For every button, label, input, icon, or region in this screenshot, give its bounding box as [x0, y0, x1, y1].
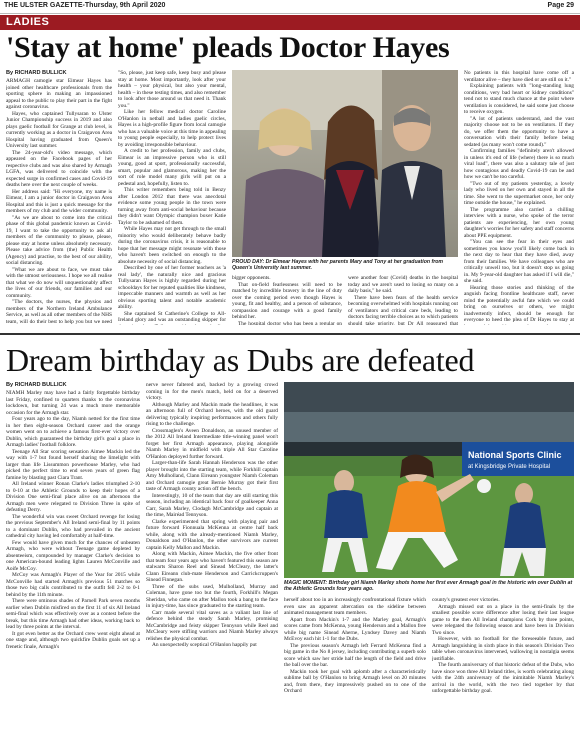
- article-paragraph: Larger-than-life Sarah Hannah Henderson was the other player brought into the starting team, while Forkhill captain Amy Mulholland, Clann Eireann youngster Niamh Coleman and Orchard camogie great Bernie Murray got their first taste of Armagh county action off the bench.: [146, 460, 278, 492]
- story2-column-2: [146, 382, 278, 733]
- article-paragraph: "A lot of patients understand, and the vast majority choose not to be on ventilators. If they do, we offer them the opportunity to have a conversation with their family before being sedated (as many won't come round).": [464, 115, 574, 148]
- story1-headline: 'Stay at home' pleads Doctor Hayes: [6, 31, 450, 64]
- article-paragraph: Hearing those stories and thinking of the anguish facing frontline healthcare staff, never mind the potentially awful fate which we could bring on ourselves or others, we might inadvertently infect, should be enough for everyone to heed the plea of Dr Hayes to stay at: [464, 284, 574, 323]
- story2-column-3: [284, 597, 426, 733]
- article-paragraph: Clarke experimented that spring with playing pair and future forward Fionnuala McKenna at centre half back while, along with the already-mentioned Niamh Marley, Donaldson and O'Hanlon, the other survivors are current captain Kelly Mallon and Mackin.: [146, 518, 278, 551]
- article-paragraph: herself about too in an increasingly confrontational fixture which even saw an apparent altercation on the sideline between animated management team members.: [284, 597, 426, 616]
- article-paragraph: However, with no football for the foreseeable future, and Armagh languishing in sixth place in this season's Division Two table when coronavirus intervened, wallowing in nostalgia seems justifiable.: [432, 636, 574, 662]
- story1-byline: By RICHARD BULLICK: [6, 70, 67, 76]
- story-divider: [0, 333, 580, 335]
- article-paragraph: The programme also carried a chilling interview with a nurse, who spoke of the terror patients are experiencing, her own young daughter's worries for her safety and staff concerns about PPE equipment.: [464, 206, 574, 239]
- section-label: LADIES: [6, 16, 50, 28]
- article-paragraph: There were ominous shades of Parnell Park seven months earlier when Dublin misfired on the first 11 of six All Ireland semi-final which was effectively over as a contest before the break, but this time Armagh had other ideas, working back to lead by three points at the interval.: [6, 598, 140, 630]
- article-paragraph: "As we are about to come into the critical phase of this global pandemic known as Covid-19, I want to take the opportunity to ask all members of the community to please, please, please stay at home unless absolutely necessary. Please take advice from (the) Public Health (Agency) and practise, to the best of our ability, social distancing.: [6, 214, 112, 266]
- article-paragraph: NIAMH Marley may have had a fairly forgettable birthday last Friday, confined to quarters thanks to the coronavirus lockdown, but turning 24 was a much more memorable occasion for the Armagh star.: [6, 390, 140, 416]
- story1-column-1: [6, 78, 112, 325]
- story2-byline: By RICHARD BULLICK: [6, 382, 67, 388]
- story1-column-2: [118, 70, 226, 325]
- graduation-photo-art: [232, 70, 458, 257]
- article-paragraph: Confirming families "definitely aren't allowed in unless it's end of life (where) there is so much viral load", there was also a salutary tale of just how contagious and deadly Covid-19 can be and how we can't be too careful.: [464, 148, 574, 180]
- article-paragraph: Like her fellow medical doctor Caroline O'Hanlon in netball and ladies gaelic circles, Hayes is a high-profile figure from local camogie who has a valuable voice at this time in appealing to young people especially, to help protect lives by avoiding irresponsible behaviour.: [118, 109, 226, 148]
- article-paragraph: It got even better as the Orchard crew went eight ahead at one stage and, although two quickfire Dublin goals set up a frenetic finale, Armagh's: [6, 630, 140, 650]
- article-paragraph: Interestingly, 10 of the team that day are still starting this season, including an identical back four of goalkeeper Anna Carr, Sarah Marley, Clodagh McCambridge and captain at the time, Mairéad Tennyson.: [146, 492, 278, 518]
- article-paragraph: She captained St Catherine's College to All-Ireland glory and was an outstanding skipper for: [118, 310, 226, 323]
- article-paragraph: An unexpectedly sceptical O'Hanlon happily put: [152, 642, 257, 648]
- story2-column-1: [6, 390, 140, 733]
- article-paragraph: Explaining patients with "long-standing lung conditions, very bad heart or kidney conditions" tend not to stand much chance at the point where ventilation is considered, he said some just choose to receive oxygen.: [464, 83, 574, 115]
- article-paragraph: Although Marley and Mackin made the headlines, it was an afternoon full of Orchard heroes, with the old guard delivering typically inspiring performances and others fully rising to the challenge.: [146, 401, 278, 427]
- article-paragraph: No patients in this hospital have come off a ventilator alive – they have died or are still on it.": [464, 70, 574, 83]
- article-paragraph: Apart from Mackin's 1-7 and the Marley goal, Armagh's scores came from McKenna, young Henderson and a Mallon free while big name Sinead Aherne, Lyndsey Davey and Niamh McEvoy each hit 1-1 for the Dubs.: [284, 616, 426, 642]
- article-paragraph: The hospital doctor who has been a regular on: [238, 320, 342, 325]
- article-paragraph: Three of the subs used, Mulholland, Murray and Coleman, have gone too but the fourth, Forkhill's Megan Sheridan, who came on after Mallon took a bang to the face in injury-time, has since graduated to the starting team.: [146, 583, 278, 609]
- article-paragraph: nerve never faltered and, backed by a growing crowd coming in for the men's match, held on for a deserved victory.: [146, 382, 278, 401]
- article-paragraph: ARMAGH camogie star Eimear Hayes has joined other healthcare professionals from the sporting sphere in making an impassioned appeal to the public to play their part in the fight against coronavirus.: [6, 78, 112, 110]
- article-paragraph: There have been fears of the health service becoming overwhelmed with hospitals running out of ventilators and critical care beds, leading to doctors facing terrible choices as to which patients should take priority, but Dr All reassured that: [348, 294, 458, 325]
- newspaper-masthead: THE ULSTER GAZETTE-Thursday, 9th April 2020: [4, 2, 166, 9]
- article-paragraph: McCoy was Armagh's Player of the Year for 2015 while McConville had started Armagh's previous 51 matches so those two big calls contributed to the outfit fell 2-2 to 0-1 behind by the 11th minute.: [6, 572, 140, 598]
- football-photo: [284, 382, 574, 578]
- advert-board-subtext: at Kingsbridge Private Hospital: [468, 464, 551, 470]
- photo-caption-text: PROUD DAY: Dr Eimear Hayes with her parents Mary and Tony at her graduation from Queen's University last summer.: [232, 259, 444, 272]
- article-paragraph: All Ireland winner Ronan Clarke's ladies triumphed 2-10 to 0-10 at the Athletic Grounds to keep their hopes of a Division One semi-final place alive on an afternoon the Armagh men were relegated to Division Three in spite of defeating Derry.: [6, 481, 140, 513]
- article-paragraph: The fourth anniversary of that historic defeat of the Dubs, who have since won three All Ireland titles, is worth celebrating along with the 24th anniversary of the inimitable Niamh Marley's arrival in the world, with the two tied together by that unforgettable birthday goal.: [432, 662, 574, 694]
- article-paragraph: This writer remembers being told in Benzy after London 2012 that there was anecdotal evidence some young people in the town were turning away from anti-social behaviour because they didn't want Olympic champion boxer Katie Taylor to be ashamed of them.: [118, 187, 226, 226]
- article-paragraph: While Hayes may not get through to the small minority who would deliberately behave badly during the coronavirus crisis, it is reasonable to hope that her message might resonate with those who haven't been switched on enough to the absolute necessity of social distancing.: [118, 226, 226, 265]
- page-number: Page 29: [547, 2, 574, 9]
- story1-column-5: [464, 70, 574, 325]
- article-paragraph: "The doctors, the nurses, the physios and members of the Northern Ireland Ambulance Service, as well as all other members of the NHS team, will do their best to help you but we need: [6, 299, 112, 325]
- article-paragraph: Few would have given much for the chances of unbeaten Armagh, who were without Teenage game depleted by absenteeism, compounded by manager Clarke's decision to one American-bound leading lights Lauren McConville and Aoife McCoy.: [6, 539, 140, 572]
- football-photo-art: [284, 382, 574, 578]
- article-paragraph: The wonderful win was sweet Orchard revenge for losing the previous September's All Ireland semi-final by 11 points to a dominant Dublin, who had prevailed in the ancient cathedral city having led comfortably at half-time.: [6, 513, 140, 539]
- article-paragraph: Four years ago to the day, Niamh netted for the first time in her then eight-season Orchard career and the orange women went on to achieve a famous first-ever victory over Dublin, which guaranteed the birthday girl's goal a place in Armagh ladies' football folklore.: [6, 416, 140, 448]
- story1-column-4: [348, 275, 458, 325]
- article-paragraph: The 24-year-old's video message, which appeared on the Facebook pages of her respective clubs and was also shared by Armagh LGFA, was delivered to coincide with the expected surge in confirmed cases and Covid-19 deaths here over the next couple of weeks.: [6, 149, 112, 188]
- article-paragraph: county's greatest ever victories.: [432, 597, 500, 603]
- article-paragraph: "What we are about to face, we must take with the utmost seriousness. I hope we all realise that what we do now will unquestionably affect the lives of our friends, our families and our community.: [6, 266, 112, 299]
- section-banner: [0, 15, 580, 30]
- article-paragraph: bigger opponents.: [232, 275, 271, 281]
- article-paragraph: "Two out of my patients yesterday, a lovely lady who lived on her own and stayed in all the time. She went to the supermarket once, her only time outside the house," he explained.: [464, 180, 574, 206]
- article-paragraph: A credit to her profession, family and clubs, Eimear is an impressive person who is still young, good at sport, professionally successful, smart, popular and glamorous, making her the sort of role model many girls will put on a pedestal and, hopefully, listen to.: [118, 148, 226, 187]
- football-photo-caption: [284, 580, 574, 594]
- football-caption-text: MAGIC MOMENT: Birthday girl Niamh Marley shots home her first ever Armagh goal in the historic win over Dublin at the Athletic Grounds four years ago.: [284, 580, 573, 593]
- article-paragraph: Crossmaglen's Aveen Donaldson, an unused member of the 2012 All Ireland Intermediate title-winning panel won't forget her first Armagh appearance, playing alongside Niamh Marley in midfield with triple All Star Caroline O'Hanlon deployed further forward.: [146, 427, 278, 460]
- story1-column-3: [232, 275, 342, 325]
- article-paragraph: were another four (Covid) deaths in the hospital today and we aren't used to losing so many on a daily basis," he said.: [348, 275, 458, 294]
- article-paragraph: "So, please, just keep safe, keep busy and please stay at home. Most importantly, look after your health – your physical, but also your mental, health – in these testing times, and also remember to look after those around us that need it. Thank you.": [118, 70, 226, 109]
- graduation-photo: [232, 70, 458, 257]
- graduation-photo-caption: [232, 259, 458, 273]
- article-paragraph: Her address said: "Hi everyone, my name is Eimear, I am a junior doctor in Craigavon Area Hospital and this is just a quick message for the members of my club and the wider community.: [6, 188, 112, 214]
- article-paragraph: Mackin took her goal with aplomb after a characteristically sublime ball by O'Hanlon to bring Armagh level on 20 minutes and, from there, they impressively pushed on to one of the Orchard: [284, 668, 426, 694]
- story2-column-4: [432, 597, 574, 733]
- article-paragraph: Carr made several vital saves as a valiant last line of defence behind the steady Sarah Marley, promising McCambridge and feisty skipper Tennyson while Reel and McCleary were stifling warriors and Niamh Marley always relishes the physical combat.: [146, 609, 278, 642]
- article-paragraph: "You can see the fear in their eyes and sometimes you know you'll likely come back in the next day to hear that they have died, away from their families. We have colleagues who are critically unwell too, but it doesn't stop us going in. My 9-year-old daughter has asked if I will die," she said.: [464, 239, 574, 284]
- article-paragraph: That on-field fearlessness will need to be matched by incredible bravery in the line of duty over the coming period even though Hayes is young, fit and healthy, and a person of substance, compassion and courage with a good family behind her.: [232, 281, 342, 320]
- advert-board-text: National Sports Clinic: [468, 450, 562, 460]
- article-paragraph: Described by one of her former teachers as 'a real lady', the naturally nice and gracious Tullysaran Hayes is highly regarded during her schooldays for her reputed qualities like kindness, impeccable manners and warmth as well as her obvious sporting talent and notable academic ability.: [118, 265, 226, 310]
- article-paragraph: The previous season's Armagh left Ferrard McKenna find a big game in the No 8 jersey, including contributing a superb solo score which saw her stride half the length of the field and drive the ball over the bar.: [284, 642, 426, 668]
- article-paragraph: Teenage All Star scoring sensation Aimee Mackin led the way with 1-7 but found herself sharing the limelight with larger than life Lissummon powerhouse Marley, who had picked the perfect time to end seven years of green flag famine by blasting past Ciara Trant.: [6, 448, 140, 481]
- article-paragraph: Along with Mackin, Aimee Mackin, the five other front that team four years ago who haven't featured this season are stalwarts Sharon Reel and Sinead McCleary, the latter's Clann Eireann club-mate Henderson and Carrickcruppen's Sinead Finnegan.: [146, 551, 278, 583]
- article-paragraph: Armagh missed out on a place in the semi-finals by the smallest possible score difference after losing their last league game to the then All Ireland champions Cork by three points, were relegated the following season and have been in Division Two since.: [432, 603, 574, 636]
- article-paragraph: Hayes, who captained Tullysaran to Ulster Junior Championship success in 2019 and also plays gaelic football for Grange at club level, is currently working as a doctor in Craigavon Area Hospital having graduated from Queen's University last summer.: [6, 110, 112, 149]
- story2-headline: Dream birthday as Dubs are defeated: [6, 342, 475, 378]
